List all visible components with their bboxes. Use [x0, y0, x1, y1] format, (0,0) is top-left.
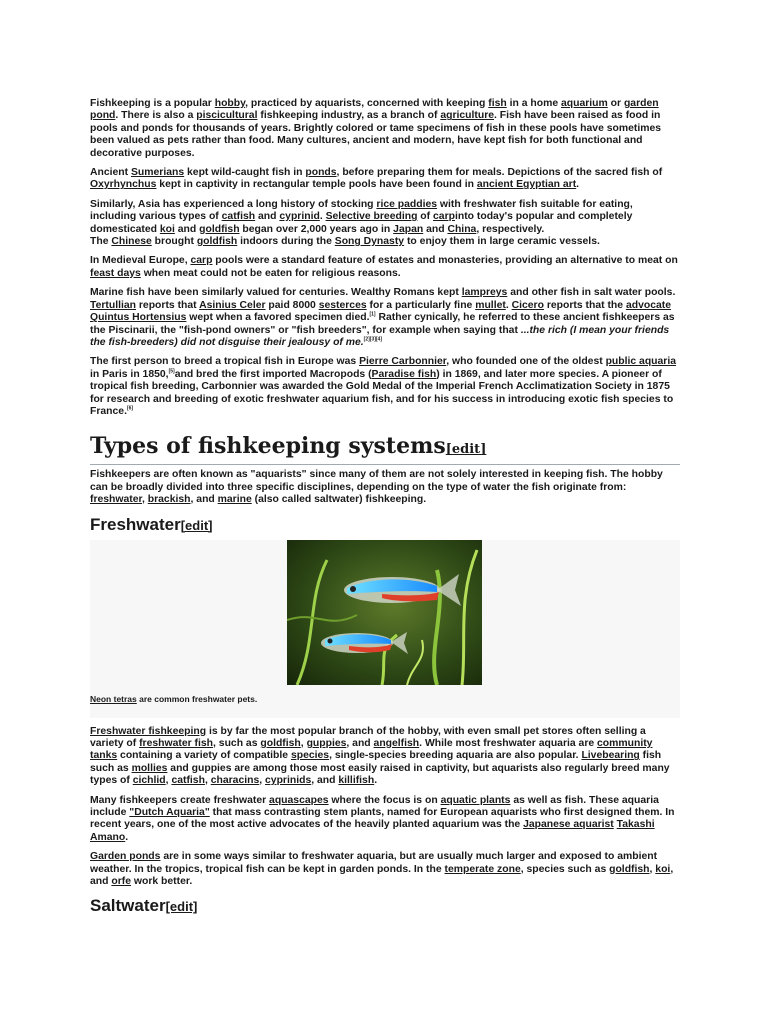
wiki-link[interactable]: characins	[210, 775, 260, 787]
wiki-link[interactable]: killifish	[338, 775, 375, 787]
edit-link-text[interactable]: [edit]	[445, 442, 487, 458]
wiki-link[interactable]: aquarium	[561, 98, 608, 109]
body-text: .	[374, 775, 378, 787]
body-text: Marine fish have been similarly valued for centuries. Wealthy Romans kept	[90, 287, 462, 299]
body-text: with freshwater fish suitable for eating, including various types of	[90, 198, 633, 223]
wiki-link[interactable]: carp	[433, 211, 455, 223]
wiki-link[interactable]: Quintus Hortensius	[90, 312, 187, 324]
body-text: brought	[151, 236, 197, 248]
body-text: wept when a favored specimen died.	[186, 312, 370, 324]
body-text: . There is also a	[115, 110, 197, 122]
wiki-link[interactable]: freshwater fish	[139, 737, 214, 749]
body-text: .	[576, 179, 580, 191]
wiki-link[interactable]: goldfish	[199, 223, 240, 235]
wiki-link[interactable]: Paradise fish	[371, 368, 437, 380]
wiki-link[interactable]: sesterces	[318, 299, 367, 311]
paragraph	[90, 199, 680, 249]
wiki-link[interactable]: Japan	[393, 223, 424, 235]
wiki-link[interactable]: Neon tetras	[90, 693, 137, 704]
citation-link[interactable]: [5]	[168, 368, 175, 375]
wiki-link[interactable]: mullet	[475, 299, 506, 311]
neon-tetra-image	[287, 540, 482, 685]
paragraph	[90, 287, 680, 349]
wiki-link[interactable]: advocate	[625, 299, 671, 311]
body-text: began over 2,000 years ago in	[239, 223, 394, 235]
citation-link[interactable]: [2][3][4]	[363, 336, 383, 343]
body-text: , such as	[213, 737, 261, 749]
body-text: , and	[311, 775, 339, 787]
body-text: , who founded one of the oldest	[446, 356, 606, 368]
wiki-link[interactable]: Freshwater fishkeeping	[90, 725, 207, 737]
body-text: reports that the	[543, 299, 626, 311]
intro-section	[90, 98, 680, 418]
body-text: , and	[90, 863, 674, 888]
body-text: Ancient	[90, 167, 131, 179]
types-section	[90, 469, 680, 506]
body-text: .	[125, 831, 129, 843]
body-text: . Fish have been raised as food in pools and ponds for thousands of years. Brightly colored or tame specimens of fish in these pools have sometimes been valued as pets rather than food. Many cultures, ancient and modern, have kept fish for both functional and decorative purposes.	[90, 110, 662, 159]
edit-link-text[interactable]: [edit]	[165, 899, 198, 915]
body-text: in Paris in 1850,	[90, 368, 169, 380]
body-text: in a home	[506, 98, 561, 109]
body-text: into today's popular and completely domesticated	[90, 211, 633, 235]
wiki-link[interactable]: piscicultural	[196, 110, 258, 122]
body-text: ,	[141, 494, 148, 506]
wiki-link[interactable]: lampreys	[461, 287, 508, 299]
wiki-link[interactable]: guppies	[306, 737, 347, 749]
paragraph	[90, 255, 680, 280]
body-text: In Medieval Europe,	[90, 255, 191, 267]
article-body	[90, 98, 680, 920]
wiki-link[interactable]: freshwater	[90, 494, 142, 506]
body-text: , before preparing them for meals. Depictions of the sacred fish of	[336, 167, 663, 179]
figure-caption	[90, 694, 257, 704]
wiki-link[interactable]: brackish	[147, 494, 191, 506]
body-text: pools were a standard feature of estates and monasteries, providing an alternative to meat on	[212, 255, 678, 267]
body-text: Rather cynically, he referred to these ancient fishkeepers as the Piscinarii, the "fish-pond owners" or "fish breeders", for example when saying that	[90, 312, 675, 336]
wiki-link[interactable]: "Dutch Aquaria"	[129, 807, 210, 818]
wiki-link[interactable]: species	[290, 750, 330, 762]
citation-link[interactable]: [1]	[369, 311, 376, 318]
body-text: , species such as	[520, 863, 610, 875]
wiki-link[interactable]: community tanks	[90, 737, 653, 762]
wiki-link[interactable]: orfe	[111, 876, 132, 888]
body-text: .	[505, 299, 512, 311]
body-text: Fishkeepers are often known as "aquarists" since many of them are not solely interested in keeping fish. The hobby can be broadly divided into three specific disciplines, depending on the type of water the fish originate from:	[90, 469, 663, 493]
body-text: , practiced by aquarists, concerned with keeping	[245, 98, 489, 109]
wiki-link[interactable]: Tertullian	[90, 299, 136, 311]
body-text: , respectively.	[476, 223, 545, 235]
wiki-link[interactable]: koi	[655, 863, 671, 875]
body-text: ,	[300, 737, 307, 749]
wiki-link[interactable]: Takashi Amano	[90, 819, 655, 843]
wiki-link[interactable]: public aquaria	[605, 356, 677, 368]
wiki-link[interactable]: cichlid	[132, 775, 166, 787]
wiki-link[interactable]: temperate zone	[444, 863, 521, 875]
wiki-link[interactable]: ponds	[305, 167, 337, 179]
wiki-link[interactable]: carp	[190, 255, 213, 267]
body-text: The	[90, 236, 112, 248]
citation-link[interactable]: [6]	[126, 405, 134, 412]
body-text: for a particularly fine	[366, 299, 476, 311]
body-text: of	[417, 211, 434, 223]
body-text: kept wild-caught fish in	[184, 167, 306, 179]
body-text: Fishkeeping is a popular	[90, 98, 215, 109]
body-text: and other fish in salt water pools.	[507, 287, 676, 299]
wiki-link[interactable]: aquatic plants	[440, 794, 511, 806]
wiki-link[interactable]: Oxyrhynchus	[90, 179, 157, 191]
types-heading-text: Types of fishkeeping systems	[90, 433, 446, 460]
wiki-link[interactable]: Song Dynasty	[334, 236, 405, 248]
quote-text: ...the rich (I mean your friends the fish-breeders) did not disguise their jealousy of me.	[90, 324, 670, 348]
body-text: and bred the first imported Macropods (	[174, 368, 372, 380]
body-text: when meat could not be eaten for religious reasons.	[140, 267, 401, 279]
body-text: is by far the most popular branch of the hobby, with even small pet stores often selling a variety of	[90, 725, 646, 749]
freshwater-section	[90, 726, 680, 889]
wiki-link[interactable]: Chinese	[111, 236, 152, 248]
body-text: to enjoy them in large ceramic vessels.	[404, 236, 600, 248]
body-text: .	[319, 211, 326, 223]
body-text: and	[255, 211, 280, 223]
wiki-link[interactable]: koi	[159, 223, 175, 235]
wiki-link[interactable]: Selective breeding	[325, 211, 418, 223]
body-text: ,	[165, 775, 172, 787]
edit-link-types[interactable]	[446, 442, 487, 457]
wiki-link[interactable]: marine	[217, 494, 252, 506]
wiki-link[interactable]: goldfish	[196, 236, 238, 248]
wiki-link[interactable]: catfish	[221, 211, 256, 223]
body-text: , single-species breeding aquaria are also popular.	[329, 750, 582, 762]
saltwater-heading	[90, 896, 680, 917]
saltwater-heading-text: Saltwater	[90, 896, 166, 916]
body-text: fish such as	[90, 750, 662, 774]
body-text: containing a variety of compatible	[117, 750, 291, 762]
wiki-link[interactable]: Cicero	[511, 299, 544, 311]
wiki-link[interactable]: Asinius Celer	[199, 299, 266, 311]
body-text: (also called saltwater) fishkeeping.	[251, 494, 427, 506]
body-text: , and	[346, 737, 374, 749]
body-text: and guppies are among those most easily raised in captivity, but aquarists also regularly breed many types of	[90, 762, 670, 787]
paragraph	[90, 795, 680, 845]
wiki-link[interactable]: cyprinid	[279, 211, 320, 223]
body-text: are in some ways similar to freshwater aquaria, but are usually much larger and exposed to ambient weather. In the tropics, tropical fish can be kept in garden ponds. In the	[90, 851, 658, 875]
body-text: kept in captivity in rectangular temple pools have been found in	[156, 179, 477, 191]
wiki-link[interactable]: hobby	[214, 98, 246, 109]
paragraph	[90, 167, 680, 192]
freshwater-heading-text: Freshwater	[90, 514, 181, 534]
wiki-link[interactable]: Livebearing	[581, 750, 640, 762]
wiki-link[interactable]: mollies	[131, 762, 168, 774]
wiki-link[interactable]: rice paddies	[376, 198, 438, 210]
paragraph	[90, 356, 680, 418]
freshwater-heading	[90, 515, 680, 536]
body-text: fishkeeping industry, as a branch of	[257, 110, 441, 122]
edit-link-freshwater[interactable]	[181, 518, 213, 533]
body-text: . While most freshwater aquaria are	[419, 737, 598, 749]
body-text: ,	[649, 863, 656, 875]
body-text: reports that	[136, 299, 200, 311]
body-text: , and	[190, 494, 218, 506]
wiki-link[interactable]: Garden ponds	[90, 851, 161, 863]
wiki-link[interactable]: cyprinids	[265, 775, 312, 787]
wiki-link[interactable]: aquascapes	[269, 794, 329, 806]
paragraph	[90, 726, 680, 788]
paragraph	[90, 851, 680, 888]
wiki-link[interactable]: Japanese aquarist	[523, 819, 614, 831]
body-text: ,	[204, 775, 211, 787]
wiki-link[interactable]: Sumerians	[131, 167, 185, 179]
wiki-link[interactable]: agriculture	[440, 110, 495, 122]
paragraph	[90, 469, 680, 506]
wiki-link[interactable]: ancient Egyptian art	[476, 179, 577, 191]
wiki-link[interactable]: feast days	[90, 267, 141, 279]
wiki-link[interactable]: Pierre Carbonnier	[359, 356, 447, 368]
types-heading	[90, 433, 680, 465]
body-text: and	[423, 223, 448, 235]
body-text: indoors during the	[237, 236, 335, 248]
body-text: and	[174, 223, 200, 235]
body-text: Similarly, Asia has experienced a long history of stocking	[90, 198, 377, 210]
body-text: where the focus is on	[328, 794, 441, 806]
wiki-link[interactable]: catfish	[171, 775, 205, 787]
edit-link-text[interactable]: [edit]	[180, 517, 213, 533]
neon-tetra-figure	[90, 540, 680, 718]
body-text: are common freshwater pets.	[136, 693, 258, 704]
body-text: ,	[259, 775, 266, 787]
body-text: as well as fish. These aquaria include	[90, 794, 659, 818]
wiki-link[interactable]: fish	[488, 98, 507, 109]
paragraph	[90, 98, 680, 160]
body-text: work better.	[131, 876, 193, 888]
wiki-link[interactable]: China	[447, 223, 477, 235]
body-text: that mass contrasting stem plants, named for European aquarists who first designed them. In recent years, one of the most active advocates of the heavily planted aquarium was the	[90, 807, 675, 831]
body-text: or	[607, 98, 624, 109]
body-text: ) in 1869, and later more species. A pioneer of tropical fish breeding, Carbonnier was awarded the Gold Medal of the Imperial French Acclimatization Society in 1875 for research and breeding of exotic freshwater aquarium fish, and for his success in introducing exotic fish species to France.	[90, 368, 674, 417]
wiki-link[interactable]: goldfish	[609, 863, 650, 875]
wiki-link[interactable]: goldfish	[260, 737, 301, 749]
body-text: paid 8000	[265, 299, 319, 311]
body-text: Many fishkeepers create freshwater	[90, 794, 270, 806]
edit-link-saltwater[interactable]	[166, 899, 198, 914]
wiki-link[interactable]: angelfish	[373, 737, 420, 749]
body-text: The first person to breed a tropical fish in Europe was	[90, 356, 360, 368]
wiki-link[interactable]: garden pond	[90, 98, 659, 122]
